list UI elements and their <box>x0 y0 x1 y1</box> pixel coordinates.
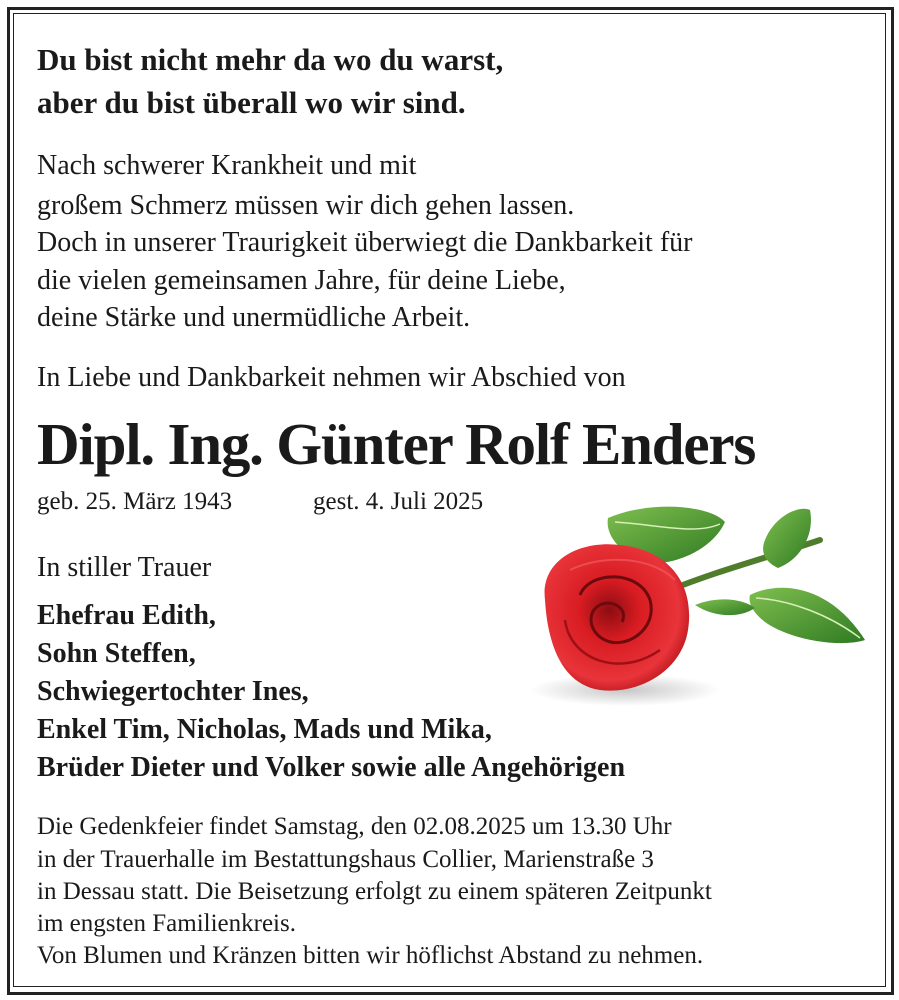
deceased-name: Dipl. Ing. Günter Rolf Enders <box>37 411 756 477</box>
message-line-4: die vielen gemeinsamen Jahre, für deine Liebe, <box>37 265 566 296</box>
death-date: gest. 4. Juli 2025 <box>313 488 484 515</box>
service-line-4: im engsten Familienkreis. <box>37 910 296 937</box>
mourner-line-2: Sohn Steffen, <box>37 638 196 669</box>
message-line-3: Doch in unserer Traurigkeit überwiegt die Dankbarkeit für <box>37 227 693 258</box>
service-line-2: in der Trauerhalle im Bestattungshaus Collier, Marienstraße 3 <box>37 846 654 873</box>
birth-date: geb. 25. März 1943 <box>37 488 233 515</box>
motto-line-2: aber du bist überall wo wir sind. <box>37 85 466 120</box>
mourner-line-3: Schwiegertochter Ines, <box>37 676 309 707</box>
red-rose-image <box>520 500 870 715</box>
message-line-1: Nach schwerer Krankheit und mit <box>37 150 417 181</box>
mourner-line-5: Brüder Dieter und Volker sowie alle Angehörigen <box>37 752 626 783</box>
service-line-1: Die Gedenkfeier findet Samstag, den 02.08.2025 um 13.30 Uhr <box>37 813 672 840</box>
mourner-line-1: Ehefrau Edith, <box>37 600 216 631</box>
motto-line-1: Du bist nicht mehr da wo du warst, <box>37 42 504 77</box>
service-line-5: Von Blumen und Kränzen bitten wir höflichst Abstand zu nehmen. <box>37 942 704 969</box>
message-line-5: deine Stärke und unermüdliche Arbeit. <box>37 302 471 333</box>
mourners-intro: In stiller Trauer <box>37 552 212 583</box>
message-line-2: großem Schmerz müssen wir dich gehen lassen. <box>37 190 575 221</box>
service-line-3: in Dessau statt. Die Beisetzung erfolgt zu einem späteren Zeitpunkt <box>37 878 712 905</box>
mourner-line-4: Enkel Tim, Nicholas, Mads und Mika, <box>37 714 492 745</box>
farewell-intro: In Liebe und Dankbarkeit nehmen wir Abschied von <box>37 362 626 393</box>
